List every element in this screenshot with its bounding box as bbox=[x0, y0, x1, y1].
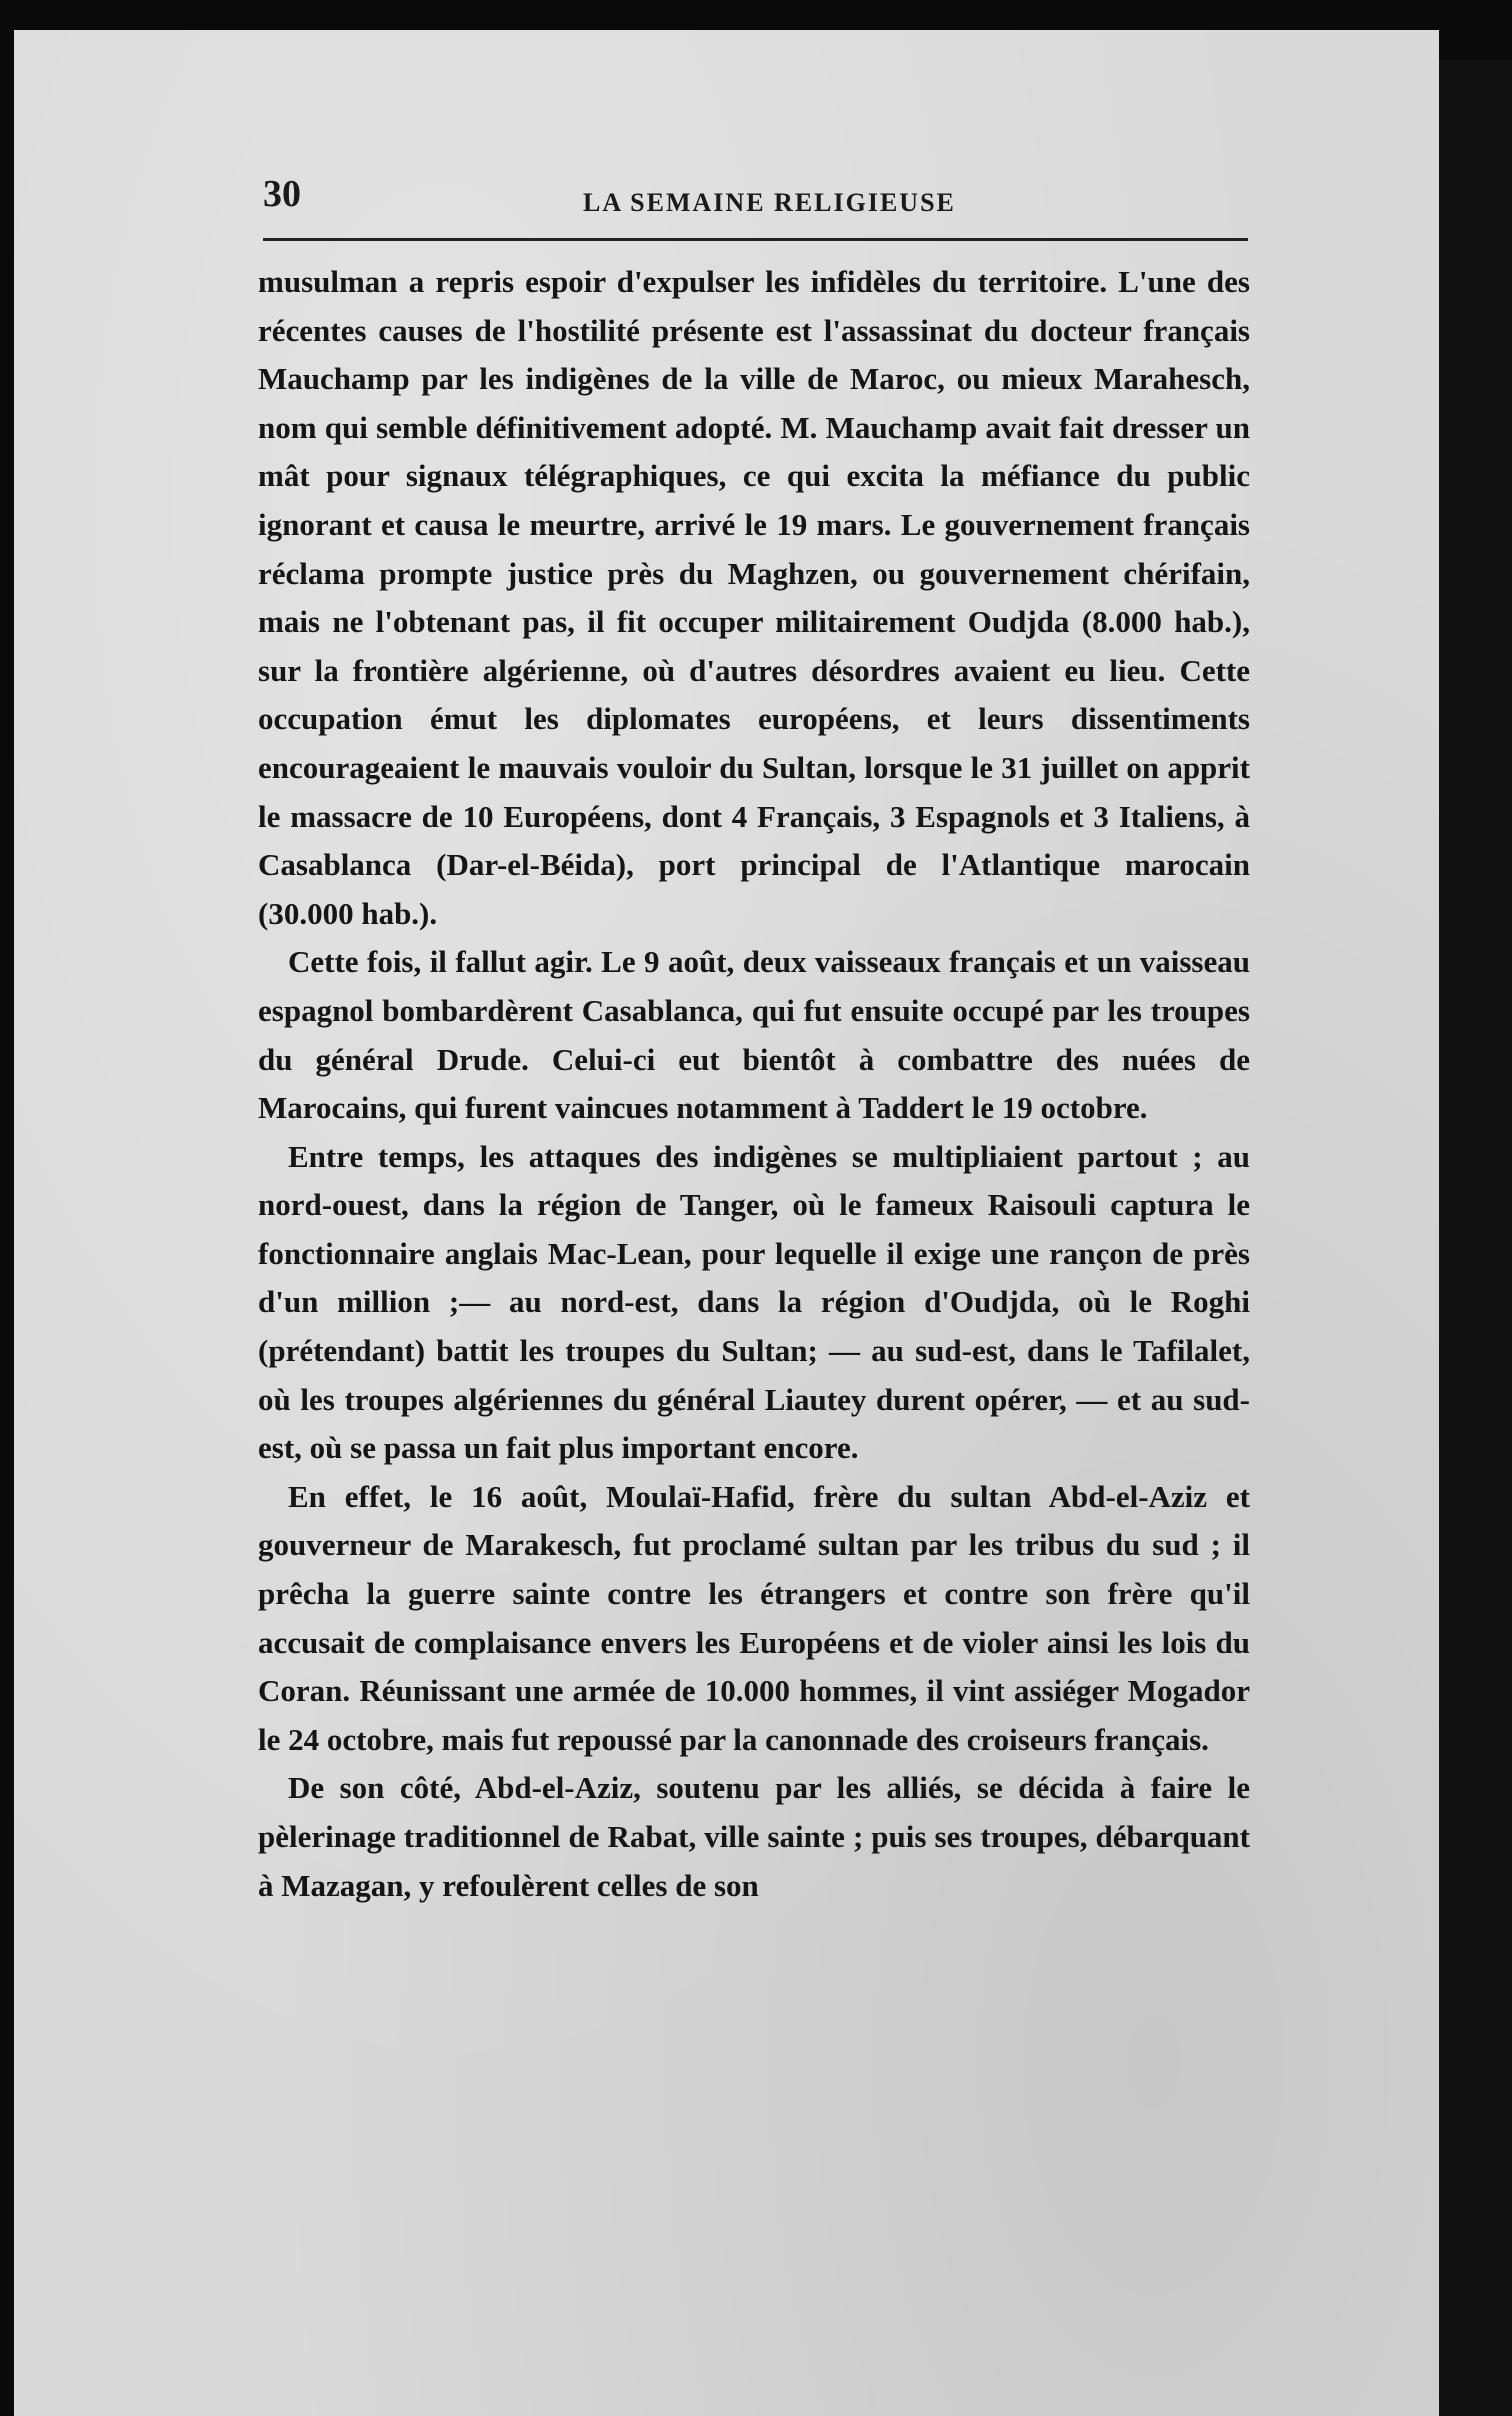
scan-artifact bbox=[868, 2392, 874, 2408]
paragraph: Cette fois, il fallut agir. Le 9 août, deux vaisseaux français et un vaisseau espagnol bombardèrent Casablanca, qui fut ensuite occupé par les troupes du général Drude. Celui-ci eut bientôt à combattre des nuées de Marocains, qui furent vaincues notamment à Taddert le 19 octobre. bbox=[258, 944, 1250, 1126]
paragraph: De son côté, Abd-el-Aziz, soutenu par les alliés, se décida à faire le pèlerinage traditionnel de Rabat, ville sainte ; puis ses troupes, débarquant à Mazagan, y refoulèrent celles de son bbox=[258, 1770, 1250, 1903]
page-number: 30 bbox=[263, 173, 301, 215]
paragraph: Entre temps, les attaques des indigènes se multipliaient partout ; au nord-ouest, dans la région de Tanger, où le fameux Raisouli captura le fonctionnaire anglais Mac-Lean, pour lequelle il exige une rançon de près d'un million ;— au nord-est, dans la région d'Oudjda, où le Roghi (prétendant) battit les troupes du Sultan; — au sud-est, dans le Tafilalet, où les troupes algériennes du général Liautey durent opérer, — et au sud-est, où se passa un fait plus important encore. bbox=[258, 1138, 1250, 1466]
paragraph: musulman a repris espoir d'expulser les infidèles du territoire. L'une des récentes causes de l'hostilité présente est l'assassinat du docteur français Mauchamp par les indigènes de la ville de Maroc, ou mieux Marahesch, nom qui semble définitivement adopté. M. Mauchamp avait fait dresser un mât pour signaux télégraphiques, ce qui excita la méfiance du public ignorant et causa le meurtre, arrivé le 19 mars. Le gouvernement français réclama prompte justice près du Maghzen, ou gouvernement chérifain, mais ne l'obtenant pas, il fit occuper militairement Oudjda (8.000 hab.), sur la frontière algérienne, où d'autres désordres avaient eu lieu. Cette occupation émut les diplomates européens, et leurs dissentiments encourageaient le mauvais vouloir du Sultan, lorsque le 31 juillet on apprit le massacre de 10 Européens, dont 4 Français, 3 Espagnols et 3 Italiens, à Casablanca (Dar-el-Béida), port principal de l'Atlantique marocain (30.000 hab.). bbox=[258, 264, 1250, 931]
body-text bbox=[258, 258, 1250, 1910]
header-rule bbox=[263, 238, 1248, 241]
binding-shadow bbox=[1439, 60, 1512, 2416]
paragraph: En effet, le 16 août, Moulaï-Hafid, frère du sultan Abd-el-Aziz et gouverneur de Marakesch, fut proclamé sultan par les tribus du sud ; il prêcha la guerre sainte contre les étrangers et contre son frère qu'il accusait de complaisance envers les Européens et de violer ainsi les lois du Coran. Réunissant une armée de 10.000 hommes, il vint assiéger Mogador le 24 octobre, mais fut repoussé par la canonnade des croiseurs français. bbox=[258, 1478, 1250, 1757]
page-header bbox=[263, 172, 1248, 232]
running-head: LA SEMAINE RELIGIEUSE bbox=[583, 188, 956, 217]
